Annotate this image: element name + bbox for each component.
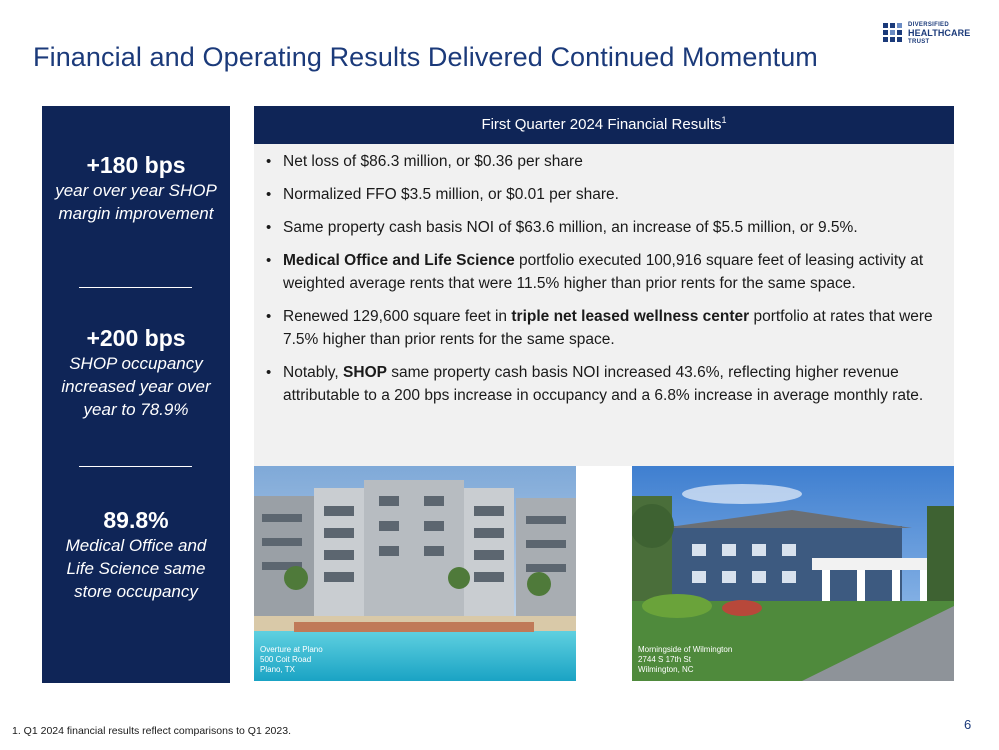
- page-title: Financial and Operating Results Delivered Continued Momentum: [33, 42, 818, 72]
- property-photo-wilmington: [632, 466, 954, 681]
- list-item: • Notably, SHOP same property cash basis NOI increased 43.6%, reflecting higher revenue attributable to a 200 bps increase in occupancy and a 6.8% increase in average monthly rate.: [264, 361, 940, 407]
- results-body: [254, 144, 954, 466]
- logo-line-2: HEALTHCARE: [908, 27, 971, 38]
- footnote: 1. Q1 2024 financial results reflect comparisons to Q1 2023.: [12, 725, 291, 737]
- key-stats-panel: [42, 106, 230, 683]
- stat-shop-margin: [42, 151, 230, 225]
- stat-value: 89.8%: [103, 507, 169, 533]
- company-logo: [883, 18, 983, 48]
- photo-caption: Morningside of Wilmington 2744 S 17th St Wilmington, NC: [638, 645, 733, 674]
- stat-description: Medical Office and Life Science same store occupancy: [65, 536, 207, 601]
- logo-grid-icon: [883, 23, 903, 43]
- page-number: 6: [964, 717, 972, 732]
- results-bullet-list: [254, 144, 954, 407]
- list-item: • Normalized FFO $3.5 million, or $0.01 per share.: [264, 183, 940, 206]
- stat-value: +180 bps: [86, 152, 186, 178]
- stat-value: +200 bps: [86, 325, 186, 351]
- results-header-text: First Quarter 2024 Financial Results: [481, 116, 722, 133]
- list-item: • Medical Office and Life Science portfolio executed 100,916 square feet of leasing activity at weighted average rents that were 11.5% higher than prior rents for the same space.: [264, 249, 940, 295]
- stat-divider: [79, 287, 192, 288]
- results-header: [254, 106, 954, 144]
- photo-caption: Overture at Plano 500 Coit Road Plano, TX: [260, 645, 323, 674]
- list-item: • Renewed 129,600 square feet in triple net leased wellness center portfolio at rates that were 7.5% higher than prior rents for the same space.: [264, 305, 940, 351]
- list-item: • Net loss of $86.3 million, or $0.36 per share: [264, 150, 940, 173]
- footnote-marker: 1: [721, 115, 727, 125]
- property-photo-plano: [254, 466, 576, 681]
- stat-shop-occupancy: [42, 324, 230, 421]
- stat-description: year over year SHOP margin improvement: [55, 181, 217, 223]
- stat-description: SHOP occupancy increased year over year to 78.9%: [61, 354, 211, 419]
- stat-medical-office-occupancy: [42, 506, 230, 603]
- logo-line-3: TRUST: [908, 38, 930, 45]
- logo-line-1: DIVERSIFIED: [908, 21, 949, 28]
- list-item: • Same property cash basis NOI of $63.6 million, an increase of $5.5 million, or 9.5%.: [264, 216, 940, 239]
- stat-divider: [79, 466, 192, 467]
